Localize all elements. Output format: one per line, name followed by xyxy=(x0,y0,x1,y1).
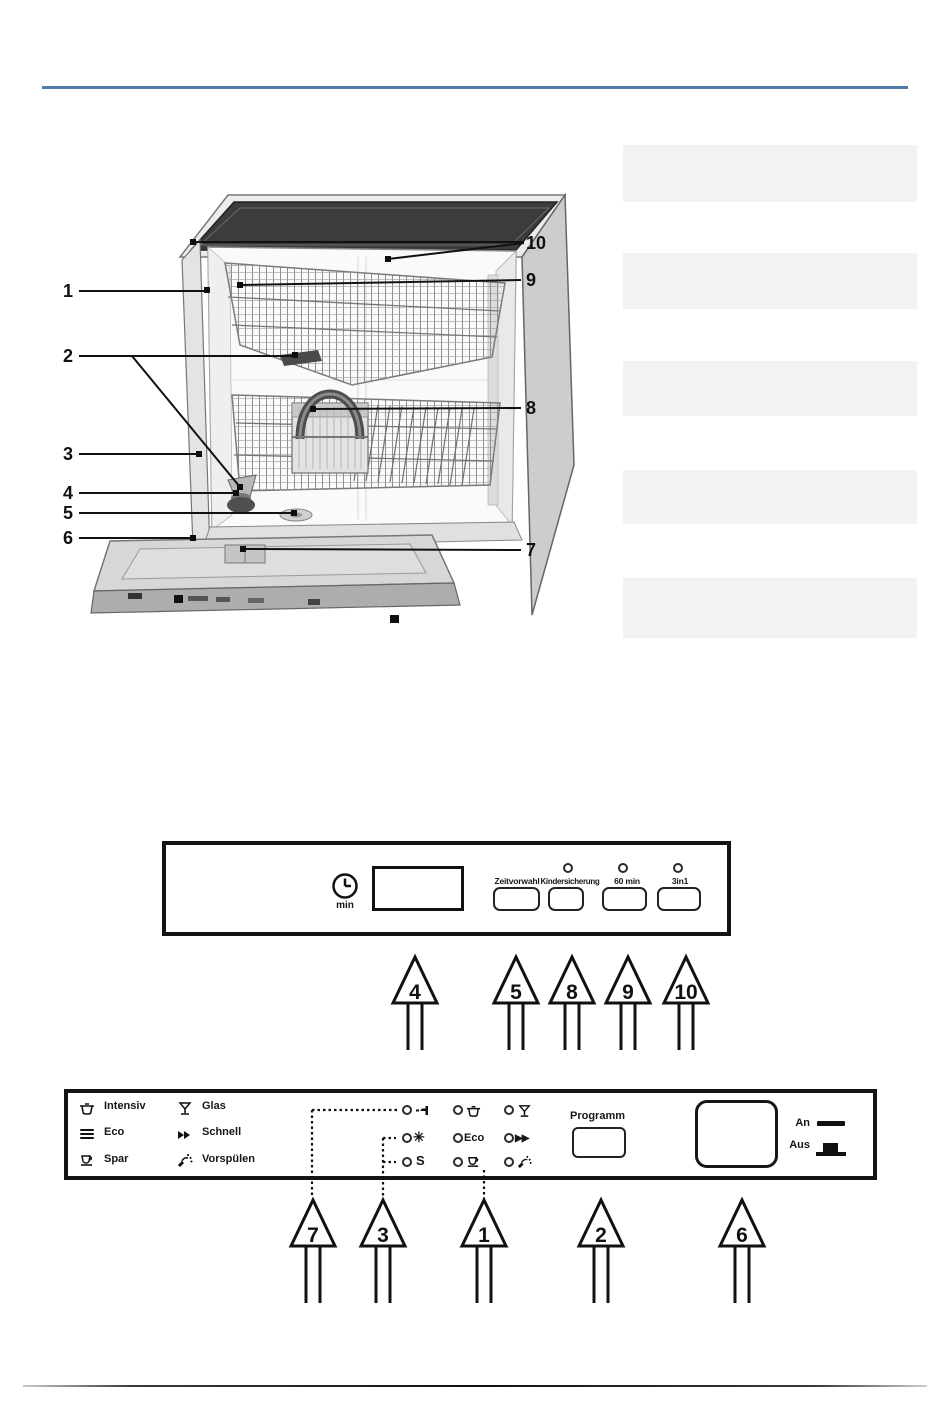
bottom-divider-rule xyxy=(23,1385,927,1387)
intensiv-pot-icon xyxy=(465,1103,482,1118)
power-on-state-icon xyxy=(817,1121,845,1126)
rinse-aid-led xyxy=(402,1133,412,1143)
legend-label-vorspuelen: Vorspülen xyxy=(202,1153,255,1165)
dishwasher-interior-diagram xyxy=(60,185,580,655)
zeitvorwahl-button xyxy=(493,887,540,911)
60min-led xyxy=(618,863,628,873)
arrow-number-3: 3 xyxy=(377,1224,389,1247)
3in1-button xyxy=(657,887,701,911)
arrow-number-5: 5 xyxy=(510,981,522,1004)
cutlery-basket xyxy=(292,394,368,473)
legend-label-intensiv: Intensiv xyxy=(104,1100,146,1112)
schnell-fast-forward-glyph: ▶▶ xyxy=(515,1133,529,1144)
rinse-aid-star-icon: ✳ xyxy=(413,1129,425,1145)
callout-number-1: 1 xyxy=(62,281,74,301)
door-foot xyxy=(390,615,399,623)
glas-led xyxy=(504,1105,514,1115)
water-tap-icon xyxy=(414,1103,431,1118)
delay-timer-clock-icon xyxy=(330,871,360,901)
spar-led xyxy=(453,1157,463,1167)
legend-label-spar: Spar xyxy=(104,1153,129,1165)
spar-cup-icon xyxy=(465,1154,482,1169)
callout-arrows-row-2 xyxy=(280,1196,780,1308)
power-button xyxy=(695,1100,778,1168)
zeitvorwahl-label: Zeitvorwahl xyxy=(494,876,540,886)
intensiv-pot-icon xyxy=(78,1100,96,1116)
power-off-state-icon xyxy=(823,1143,838,1152)
callout-number-5: 5 xyxy=(62,503,74,523)
legend-label-schnell: Schnell xyxy=(202,1126,242,1138)
time-display xyxy=(372,866,464,911)
eco-led xyxy=(453,1133,463,1143)
arrow-number-7: 7 xyxy=(307,1224,319,1247)
minutes-unit-label: min xyxy=(336,900,354,911)
vorspuelen-spray-icon xyxy=(176,1152,194,1168)
eco-indicator-label: Eco xyxy=(464,1132,485,1144)
power-on-label: An xyxy=(795,1117,810,1129)
schnell-fast-forward-icon xyxy=(176,1127,194,1143)
programm-label: Programm xyxy=(569,1110,626,1122)
text-placeholder-box xyxy=(623,470,917,524)
text-placeholder-box xyxy=(623,145,917,202)
arrow-number-8: 8 xyxy=(566,981,578,1004)
text-placeholder-box xyxy=(623,253,917,309)
glas-glass-icon xyxy=(176,1100,194,1116)
legend-label-glas: Glas xyxy=(202,1100,226,1112)
kindersicherung-led xyxy=(563,863,573,873)
programm-button xyxy=(572,1127,626,1158)
arrow-number-4: 4 xyxy=(409,981,421,1004)
arrow-number-2: 2 xyxy=(595,1224,607,1247)
callout-number-8: 8 xyxy=(526,398,537,418)
arrow-number-10: 10 xyxy=(674,981,698,1004)
glas-glass-icon xyxy=(516,1103,533,1118)
arrow-number-1: 1 xyxy=(478,1224,490,1247)
arrow-number-6: 6 xyxy=(736,1224,748,1247)
callout-number-9: 9 xyxy=(526,270,537,290)
legend-label-eco: Eco xyxy=(104,1126,125,1138)
60min-button xyxy=(602,887,647,911)
salt-led xyxy=(402,1157,412,1167)
callout-number-4: 4 xyxy=(62,483,74,503)
callout-number-6: 6 xyxy=(62,528,74,548)
spar-cup-icon xyxy=(78,1152,96,1168)
callout-arrows-row-1 xyxy=(380,953,710,1053)
door-foot xyxy=(174,595,183,603)
text-placeholder-box xyxy=(623,361,917,416)
vorspuelen-led xyxy=(504,1157,514,1167)
intensiv-led xyxy=(453,1105,463,1115)
callout-number-2: 2 xyxy=(62,346,74,366)
water-tap-led xyxy=(402,1105,412,1115)
top-divider-rule xyxy=(42,86,908,89)
vorspuelen-spray-icon xyxy=(516,1154,533,1169)
3in1-led xyxy=(673,863,683,873)
schnell-led xyxy=(504,1133,514,1143)
kindersicherung-label: Kindersicherung xyxy=(540,877,600,886)
callout-number-10: 10 xyxy=(526,233,547,253)
callout-number-7: 7 xyxy=(526,540,537,560)
text-placeholder-box xyxy=(623,578,917,638)
salt-indicator-glyph: S xyxy=(416,1153,425,1168)
arrow-number-9: 9 xyxy=(622,981,634,1004)
eco-plates-icon xyxy=(78,1126,96,1142)
60min-label: 60 min xyxy=(614,876,640,886)
callout-number-3: 3 xyxy=(62,444,74,464)
power-off-label: Aus xyxy=(789,1139,810,1151)
power-off-base-line xyxy=(816,1152,846,1156)
kindersicherung-button xyxy=(548,887,584,911)
3in1-label: 3in1 xyxy=(671,876,689,886)
